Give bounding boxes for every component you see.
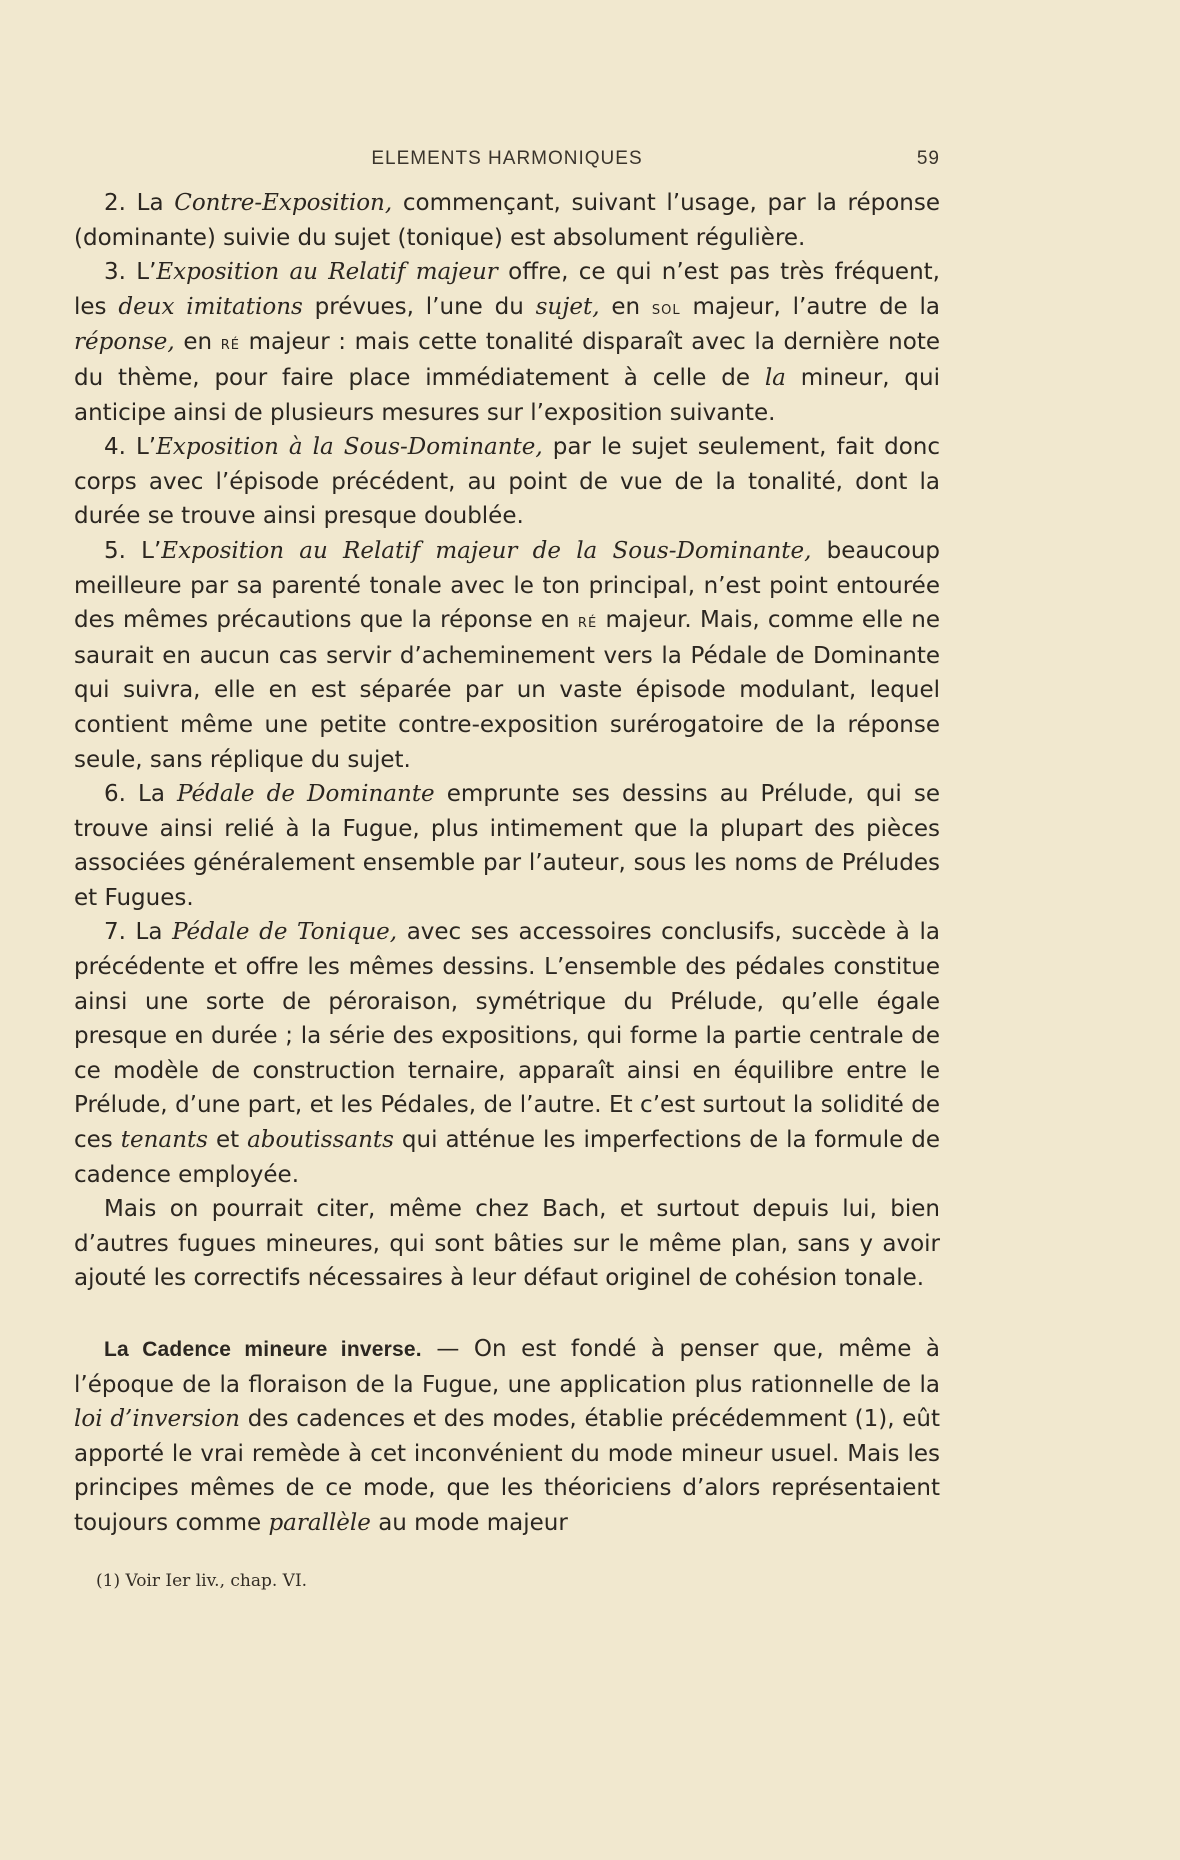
paragraph-text: offre, ce qui n’est pas très fréquent, les bbox=[74, 259, 940, 320]
paragraph-relatif-majeur bbox=[74, 255, 940, 430]
paragraph-text: 2. La bbox=[104, 190, 175, 216]
note-name: sol bbox=[651, 296, 681, 319]
italic-term: Pédale de Tonique, bbox=[172, 919, 398, 946]
paragraph-text: Mais on pourrait citer, même chez Bach, et surtout depuis lui, bien d’autres fugues mineures, qui sont bâties sur le même plan, sans y avoir ajouté les correctifs nécessaires à leur défaut originel de cohésion tonale. bbox=[74, 1196, 940, 1292]
paragraph-text: des cadences et des modes, établie précédemment (1), eût apporté le vrai remède à cet inconvénient du mode mineur usuel. Mais les principes mêmes de ce mode, que les théoriciens d’alors représentaient toujours comme bbox=[74, 1406, 941, 1536]
footnote: (1) Voir Ier liv., chap. VI. bbox=[96, 1570, 308, 1591]
section-spacer bbox=[74, 1296, 940, 1332]
italic-term: parallèle bbox=[268, 1509, 371, 1536]
footnote-separator bbox=[74, 1555, 940, 1569]
paragraph-text: 6. La bbox=[104, 781, 178, 808]
paragraph-text: majeur, l’autre de la bbox=[680, 293, 940, 320]
paragraph-conclusion bbox=[74, 1192, 940, 1296]
paragraph-text: 3. L’ bbox=[104, 259, 157, 286]
italic-term: Exposition à la Sous-Dominante, bbox=[156, 434, 543, 461]
body-text bbox=[74, 186, 940, 1541]
paragraph-text: avec ses accessoires conclusifs, succède à la précédente et offre les mêmes dessins. L’ensemble des pédales constitue ainsi une sorte de péroraison, symétrique du Prélude, qu’elle égale presque en durée ; la série des expositions, qui forme la partie centrale de ce modèle de construction ternaire, apparaît ainsi en équilibre entre le Prélude, d’une part, et les Pédales, de l’autre. Et c’est surtout la solidité de ces bbox=[74, 919, 940, 1154]
paragraph-text: en bbox=[599, 293, 652, 320]
italic-term: loi d’inversion bbox=[74, 1406, 240, 1433]
paragraph-text: — On est fondé à penser que, même à l’époque de la floraison de la Fugue, une application plus rationnelle de la bbox=[74, 1336, 941, 1398]
paragraph-text: prévues, l’une du bbox=[302, 293, 536, 320]
paragraph-pedale-dominante bbox=[74, 777, 940, 915]
paragraph-pedale-tonique bbox=[74, 915, 940, 1192]
running-header bbox=[74, 148, 940, 178]
paragraph-text: 4. L’ bbox=[104, 434, 157, 461]
paragraph-relatif-sous-dominante bbox=[74, 534, 940, 777]
section-heading: La Cadence mineure inverse. bbox=[104, 1338, 422, 1361]
italic-term: réponse, bbox=[74, 329, 175, 356]
paragraph-text: 7. La bbox=[104, 919, 173, 946]
page-number: 59 bbox=[916, 148, 940, 169]
paragraph-text: 5. L’ bbox=[104, 537, 162, 564]
paragraph-text: commençant, suivant l’usage, par la réponse (dominante) suivie du sujet (tonique) est absolument régulière. bbox=[74, 190, 940, 251]
paragraph-text: emprunte ses dessins au Prélude, qui se trouve ainsi relié à la Fugue, plus intimement que la plupart des pièces associées généralement ensemble par l’auteur, sous les noms de Préludes et Fugues. bbox=[74, 781, 940, 911]
running-title: ELEMENTS HARMONIQUES bbox=[371, 148, 643, 169]
paragraph-text: qui atténue les imperfections de la formule de cadence employée. bbox=[74, 1127, 940, 1188]
paragraph-text: majeur : mais cette tonalité disparaît avec la dernière note du thème, pour faire place immédiatement à celle de bbox=[74, 329, 940, 391]
italic-term: sujet, bbox=[535, 293, 600, 320]
italic-term: deux imitations bbox=[118, 293, 303, 320]
note-name: ré bbox=[577, 610, 598, 633]
paragraph-text: beaucoup meilleure par sa parenté tonale avec le ton principal, n’est point entourée des mêmes précautions que la réponse en bbox=[74, 537, 940, 634]
italic-term: aboutissants bbox=[247, 1127, 394, 1154]
paragraph-text: en bbox=[174, 329, 221, 356]
note-name: ré bbox=[220, 332, 240, 355]
paragraph-text: majeur. Mais, comme elle ne saurait en aucun cas servir d’acheminement vers la Pédale de Dominante qui suivra, elle en est séparée par un vaste épisode modulant, lequel contient même une petite contre-exposition surérogatoire de la réponse seule, sans réplique du sujet. bbox=[74, 607, 940, 773]
italic-term: la bbox=[764, 364, 786, 391]
italic-term: tenants bbox=[120, 1127, 208, 1154]
italic-term: Exposition au Relatif majeur bbox=[156, 259, 498, 286]
italic-term: Pédale de Dominante bbox=[177, 781, 435, 808]
italic-term: Contre-Exposition, bbox=[174, 190, 393, 216]
paragraph-contre-exposition bbox=[74, 186, 940, 255]
paragraph-text: au mode majeur bbox=[370, 1509, 568, 1536]
book-page bbox=[74, 148, 940, 1593]
paragraph-text: mineur, qui anticipe ainsi de plusieurs mesures sur l’exposition suivante. bbox=[74, 364, 940, 426]
paragraph-cadence-mineure bbox=[74, 1332, 940, 1541]
paragraph-text: et bbox=[208, 1127, 248, 1154]
paragraph-text: par le sujet seulement, fait donc corps avec l’épisode précédent, au point de vue de la tonalité, dont la durée se trouve ainsi presque doublée. bbox=[74, 434, 940, 530]
paragraph-sous-dominante bbox=[74, 430, 940, 534]
italic-term: Exposition au Relatif majeur de la Sous-Dominante, bbox=[161, 537, 812, 564]
